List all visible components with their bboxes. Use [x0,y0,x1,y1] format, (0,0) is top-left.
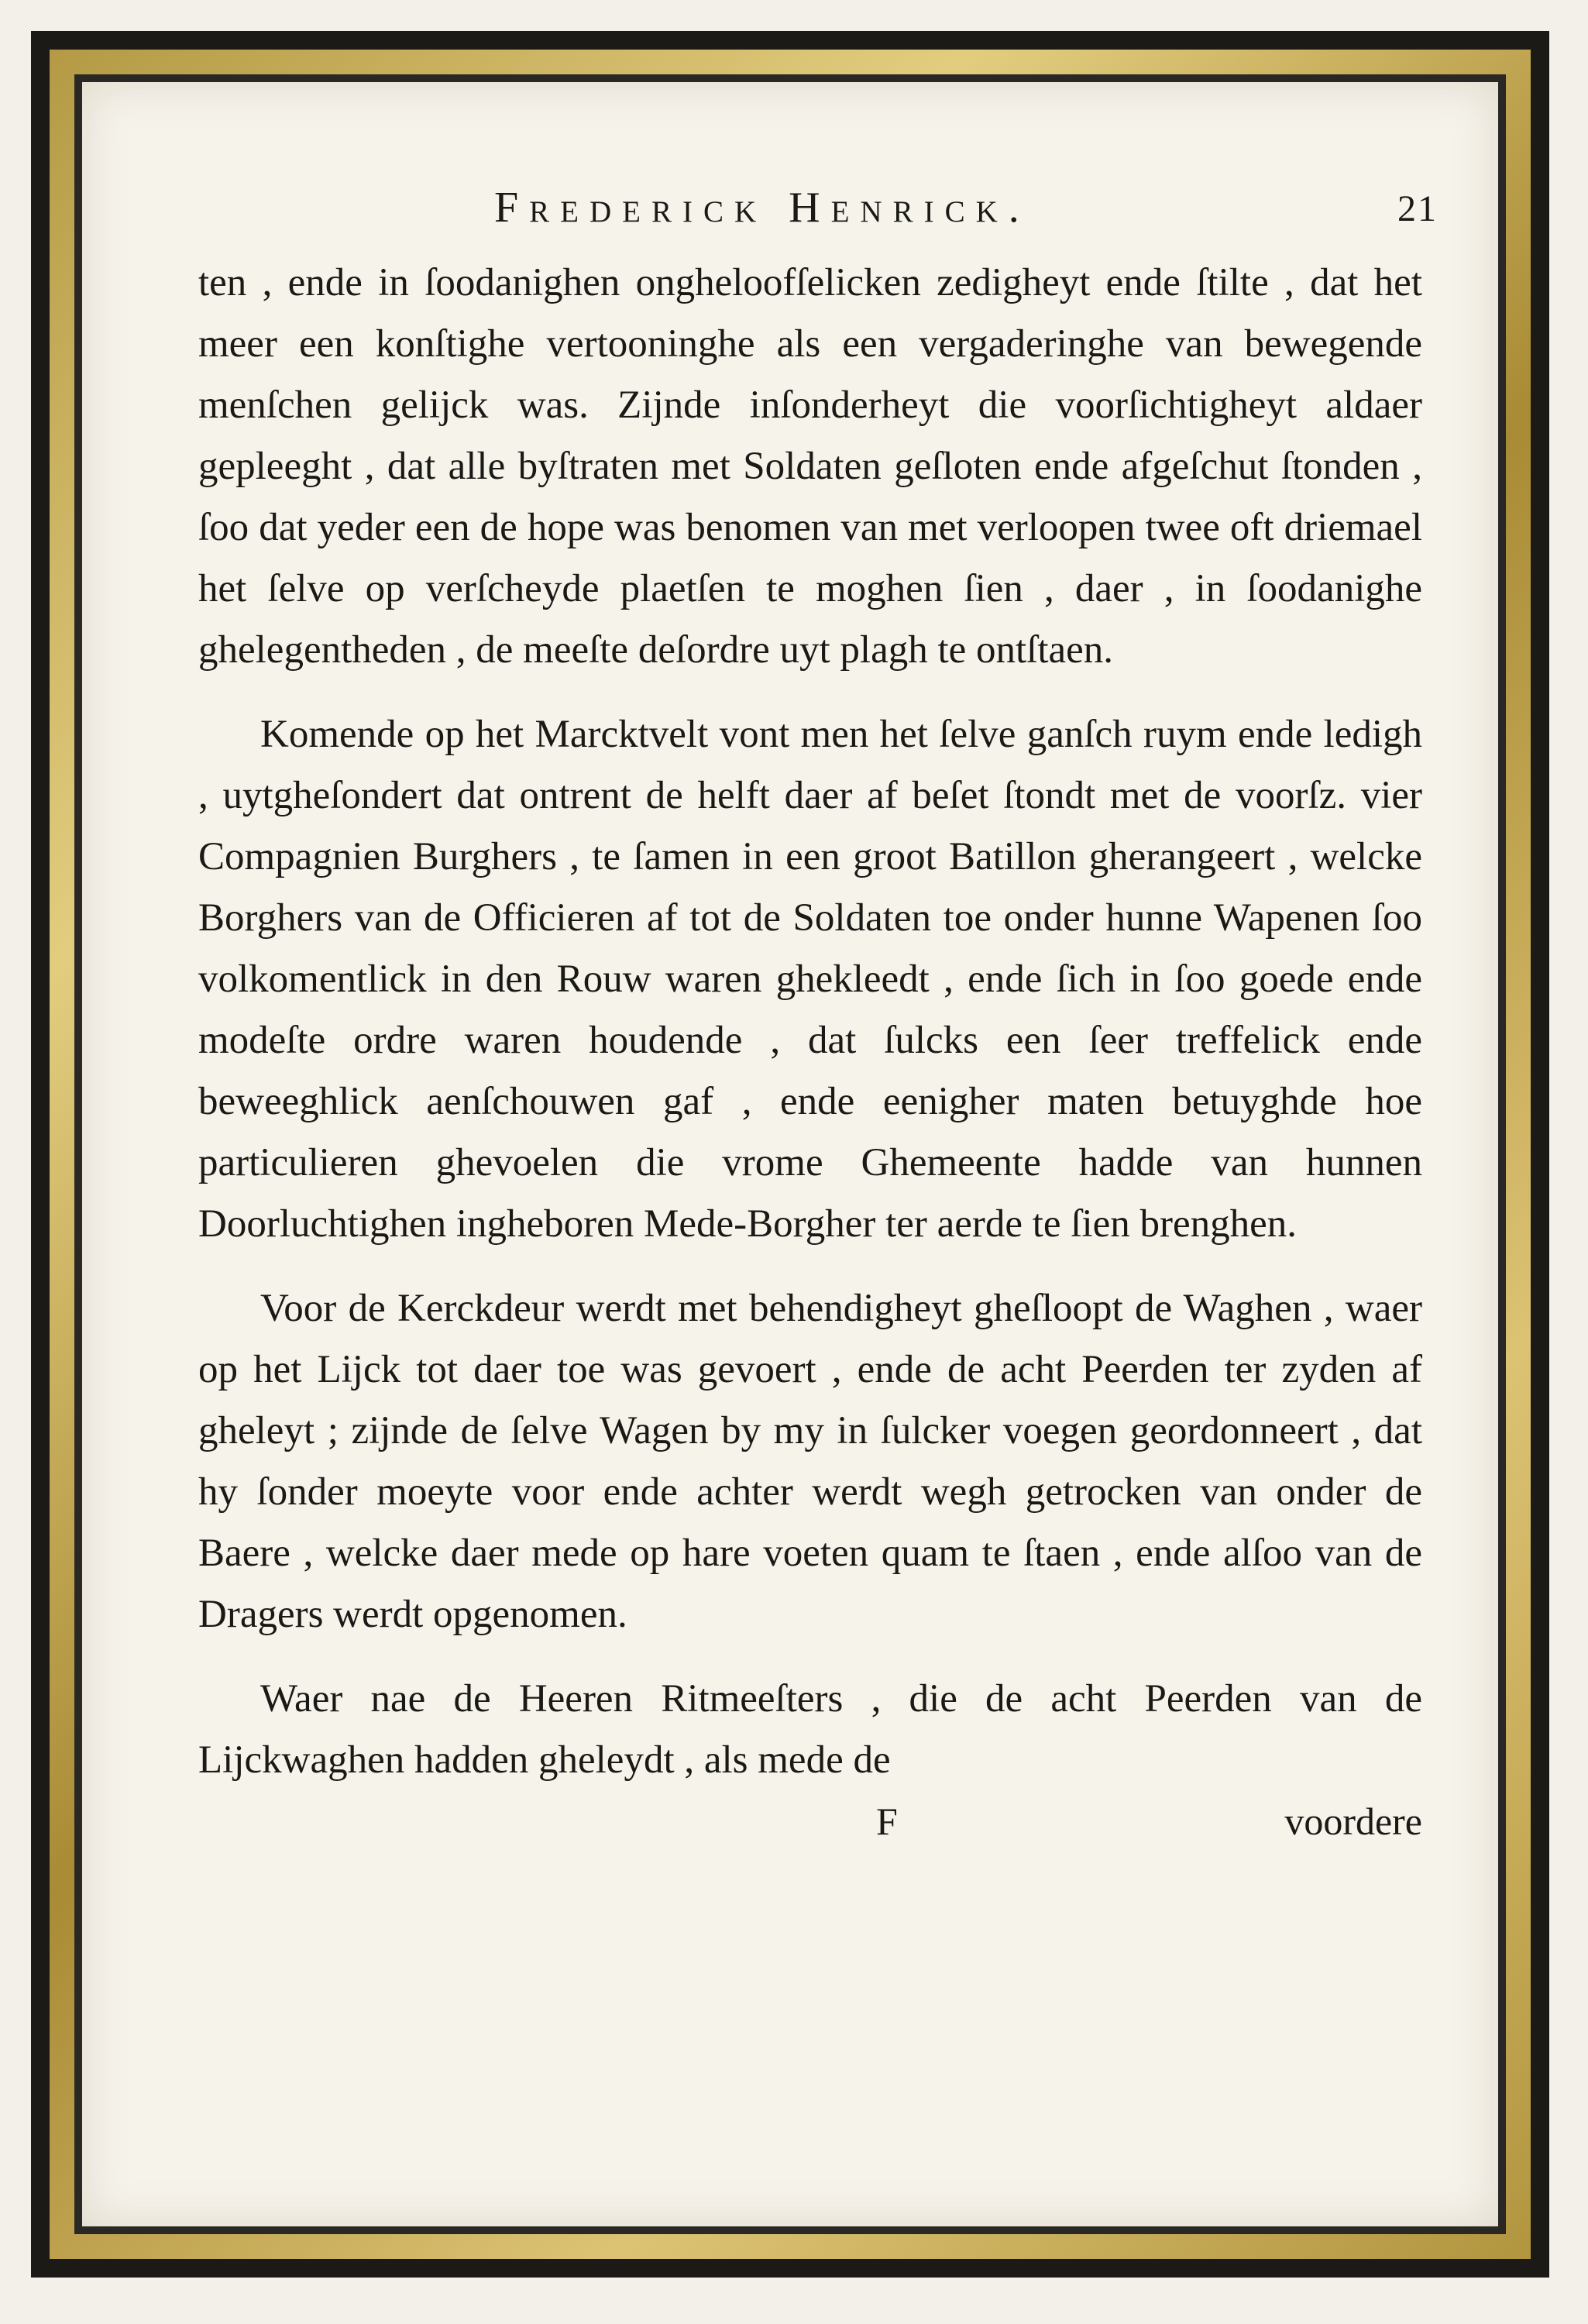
paragraph-4: Waer nae de Heeren Ritmeeſters , die de acht Peerden van de Lijckwaghen hadden gheleydt , als mede de [198,1677,1422,1782]
paper-page [82,82,1498,2226]
paragraph-3: Voor de Kerckdeur werdt met behendigheyt gheſloopt de Waghen , waer op het Lijck tot daer toe was gevoert , ende de acht Peerden ter zyden af gheleyt ; zijnde de ſelve Wagen by my in ſulcker voegen geordonneert , dat hy ſonder moeyte voor ende achter werdt wegh getrocken van onder de Baere , welcke daer mede op hare voeten quam te ſtaen , ende alſoo van de Dragers werdt opgenomen. [198,1287,1422,1636]
paragraph-2: Komende op het Marcktvelt vont men het ſelve ganſch ruym ende ledigh , uytgheſondert dat ontrent de helft daer af beſet ſtondt met de voorſz. vier Compagnien Burghers , te ſamen in een groot Batillon gherangeert , welcke Borghers van de Officieren af tot de Soldaten toe onder hunne Wapenen ſoo volkomentlick in den Rouw waren ghekleedt , ende ſich in ſoo goede ende modeſte ordre waren houdende , dat ſulcks een ſeer treffelick ende beweeghlick aenſchouwen gaf , ende eenigher maten betuyghde hoe particulieren ghevoelen die vrome Ghemeente hadde van hunnen Doorluchtighen ingheboren Mede-Borgher ter aerde te ſien brenghen. [198,713,1422,1246]
running-head [198,175,1438,245]
paragraph-1: ten , ende in ſoodanighen ongheloofſelicken zedigheyt ende ſtilte , dat het meer een konſtighe vertooninghe als een vergaderinghe van bewegende menſchen gelijck was. Zijnde inſonderheyt die voorſichtigheyt aldaer gepleeght , dat alle byſtraten met Soldaten geſloten ende afgeſchut ſtonden , ſoo dat yeder een de hope was benomen van met verloopen twee oft driemael het ſelve op verſcheyde plaetſen te moghen ſien , daer , in ſoodanighe ghelegentheden , de meeſte deſordre uyt plagh te ontſtaen. [198,261,1422,672]
catchword: voordere [1284,1800,1422,1843]
page-number: 21 [1397,188,1438,229]
page-frame [31,31,1549,2278]
page-footer [198,1799,1422,1861]
text-block [198,175,1438,1861]
signature-mark: F [876,1800,898,1843]
running-title: Frederick Henrick. [494,184,1030,232]
